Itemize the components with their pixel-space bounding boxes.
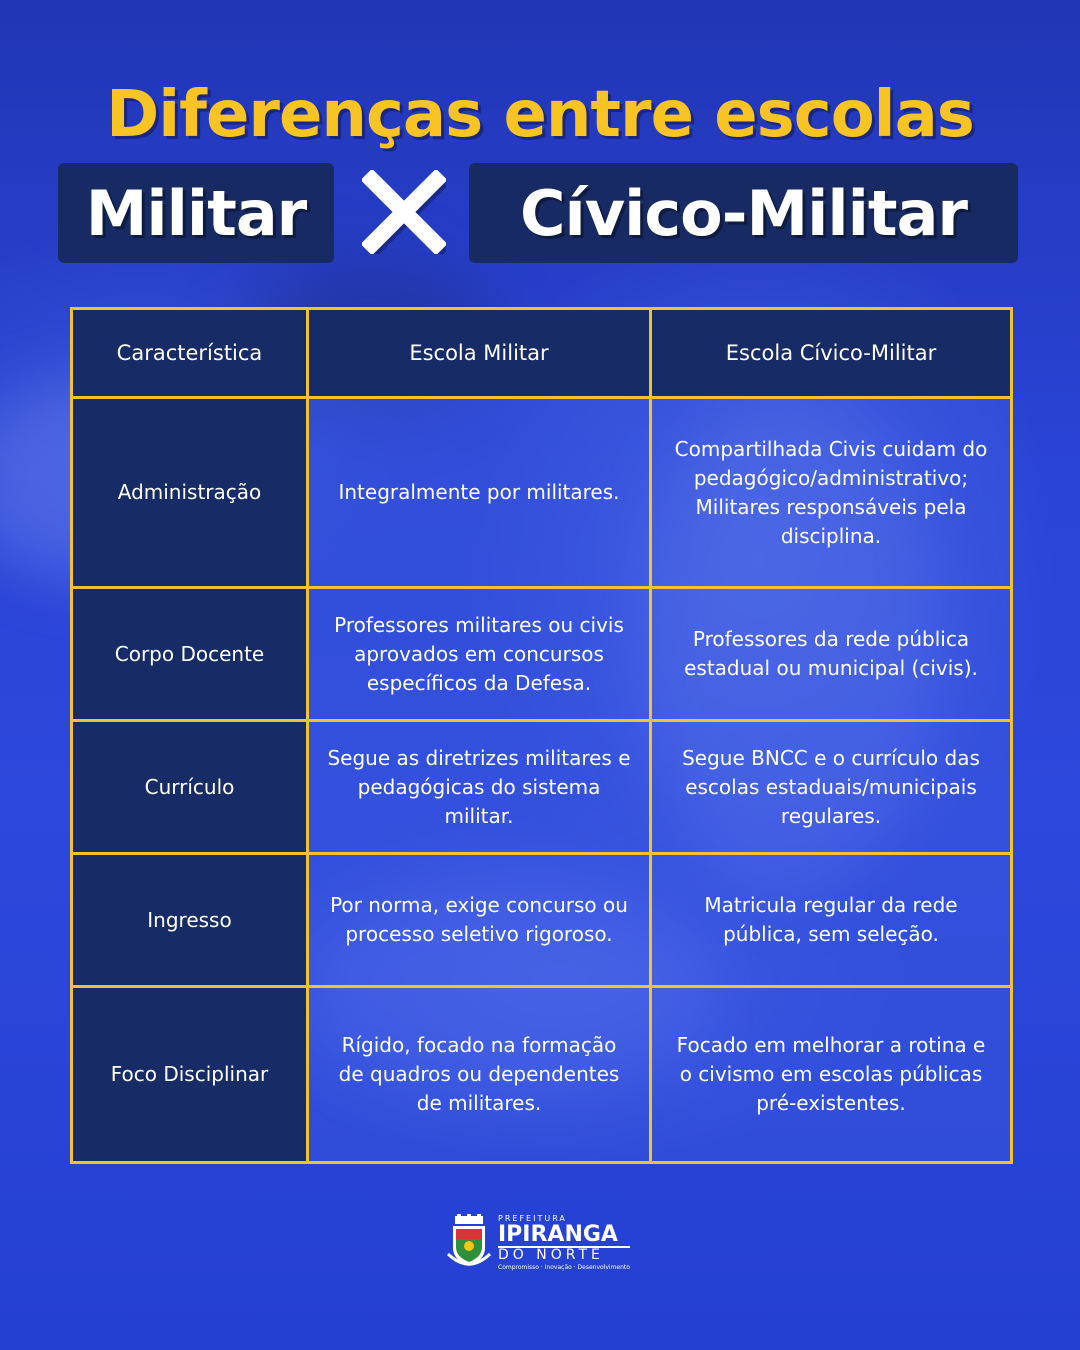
versus-x-icon — [362, 170, 446, 254]
coat-of-arms-icon — [446, 1214, 492, 1270]
label-civico-militar — [469, 163, 1018, 263]
column-header: Escola Militar — [308, 309, 651, 398]
militar-cell: Integralmente por militares. — [308, 398, 651, 588]
label-militar — [58, 163, 334, 263]
feature-cell: Ingresso — [72, 854, 308, 987]
table-row — [72, 721, 1012, 854]
table-header-row — [72, 309, 1012, 398]
label-civico-militar-text: Cívico-Militar — [519, 176, 967, 250]
table-row — [72, 398, 1012, 588]
comparison-table — [70, 307, 1013, 1164]
civico-cell: Matricula regular da rede pública, sem seleção. — [651, 854, 1012, 987]
label-militar-text: Militar — [85, 176, 307, 250]
table-row — [72, 987, 1012, 1163]
civico-cell: Segue BNCC e o currículo das escolas estaduais/municipais regulares. — [651, 721, 1012, 854]
prefeitura-logo — [446, 1214, 636, 1272]
militar-cell: Segue as diretrizes militares e pedagógicas do sistema militar. — [308, 721, 651, 854]
civico-cell: Focado em melhorar a rotina e o civismo em escolas públicas pré-existentes. — [651, 987, 1012, 1163]
column-header: Característica — [72, 309, 308, 398]
logo-text — [498, 1214, 630, 1272]
militar-cell: Rígido, focado na formação de quadros ou dependentes de militares. — [308, 987, 651, 1163]
feature-cell: Corpo Docente — [72, 588, 308, 721]
feature-cell: Foco Disciplinar — [72, 987, 308, 1163]
feature-cell: Currículo — [72, 721, 308, 854]
civico-cell: Compartilhada Civis cuidam do pedagógico/administrativo; Militares responsáveis pela disciplina. — [651, 398, 1012, 588]
logo-city: IPIRANGA — [498, 1222, 618, 1247]
logo-city-sub: DO NORTE — [498, 1246, 630, 1262]
logo-prefeitura: PREFEITURA — [498, 1214, 567, 1223]
militar-cell: Professores militares ou civis aprovados em concursos específicos da Defesa. — [308, 588, 651, 721]
militar-cell: Por norma, exige concurso ou processo seletivo rigoroso. — [308, 854, 651, 987]
page-title: Diferenças entre escolas — [106, 78, 974, 152]
table-row — [72, 854, 1012, 987]
column-header: Escola Cívico-Militar — [651, 309, 1012, 398]
civico-cell: Professores da rede pública estadual ou municipal (civis). — [651, 588, 1012, 721]
logo-tagline: Compromisso · Inovação · Desenvolvimento — [498, 1264, 630, 1271]
table-row — [72, 588, 1012, 721]
feature-cell: Administração — [72, 398, 308, 588]
